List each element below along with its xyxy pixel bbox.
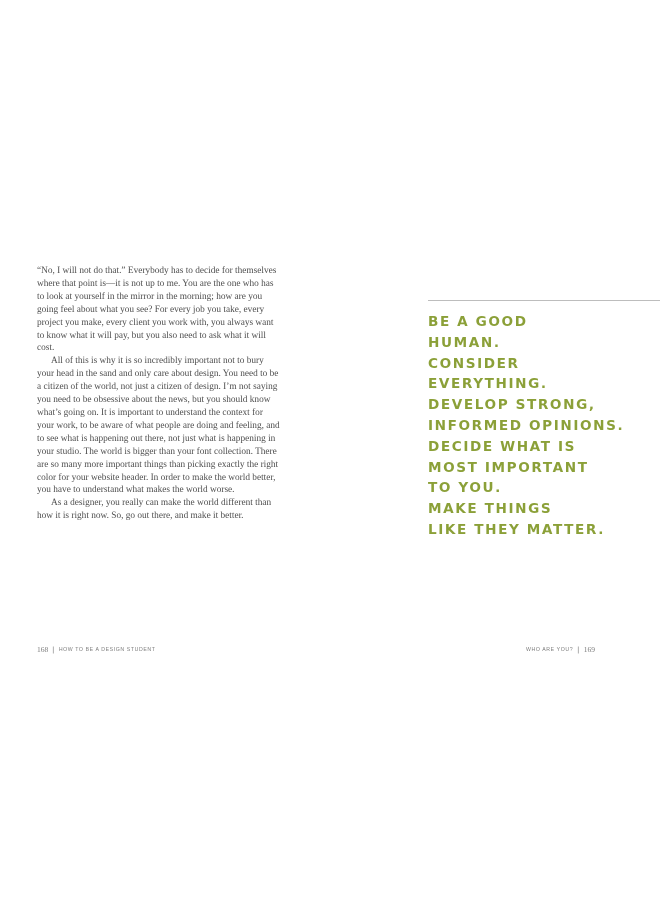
page-number: 169 bbox=[583, 645, 595, 654]
pull-quote-line: DEVELOP STRONG, bbox=[428, 397, 596, 414]
folio-right bbox=[526, 645, 595, 654]
right-page bbox=[330, 0, 660, 900]
pull-quote-rule bbox=[428, 300, 660, 301]
pull-quote-line: HUMAN. bbox=[428, 334, 501, 351]
pull-quote-line: CONSIDER bbox=[428, 355, 520, 372]
folio-separator: | bbox=[52, 645, 55, 654]
pull-quote-line: EVERYTHING. bbox=[428, 376, 548, 393]
folio-separator: | bbox=[577, 645, 580, 654]
body-paragraph: “No, I will not do that.” Everybody has to decide for themselves where that point is—it is not up to me. You are the one who has to look at yourself in the mirror in the morning; how are you going feel about what you see? For every job you take, every project you make, every client you work with, you always want to know what it will pay, but you also need to ask what it will cost. bbox=[37, 266, 277, 354]
page-number: 168 bbox=[37, 645, 49, 654]
body-paragraph: As a designer, you really can make the world different than how it is right now. So, go out there, and make it better. bbox=[37, 498, 272, 522]
body-paragraph: All of this is why it is so incredibly important not to bury your head in the sand and only care about design. You need to be a citizen of the world, not just a citizen of design. I’m not saying you need to be obsessive about the news, but you should know what’s going on. It is important to understand the context for your work, to be aware of what people are doing and feeling, and to see what is happening out there, not just what is happening in your studio. The world is bigger than your font collection. There are so many more important things than picking exactly the right color for your website header. In order to make the world better, you have to understand what makes the world worse. bbox=[37, 356, 280, 496]
folio-left bbox=[37, 645, 156, 654]
pull-quote bbox=[428, 312, 660, 541]
running-head: WHO ARE YOU? bbox=[526, 646, 574, 653]
pull-quote-line: MOST IMPORTANT bbox=[428, 459, 589, 476]
pull-quote-line: DECIDE WHAT IS bbox=[428, 438, 576, 455]
running-head: HOW TO BE A DESIGN STUDENT bbox=[58, 646, 156, 653]
pull-quote-line: INFORMED OPINIONS. bbox=[428, 417, 625, 434]
pull-quote-line: MAKE THINGS bbox=[428, 501, 553, 518]
pull-quote-line: TO YOU. bbox=[428, 480, 502, 497]
pull-quote-line: BE A GOOD bbox=[428, 314, 528, 330]
pull-quote-line: LIKE THEY MATTER. bbox=[428, 521, 606, 538]
body-text bbox=[37, 265, 281, 523]
